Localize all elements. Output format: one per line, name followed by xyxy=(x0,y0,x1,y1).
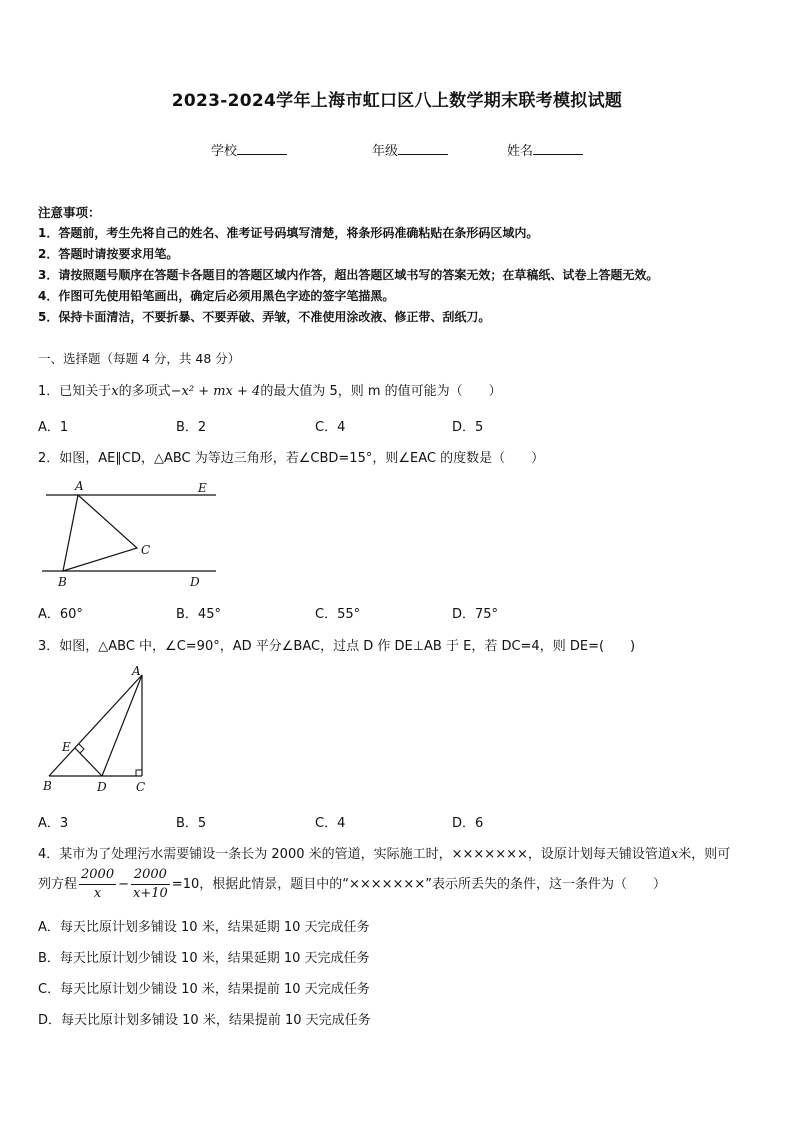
label-b: B xyxy=(58,575,67,589)
question-4-line-2 xyxy=(38,866,666,903)
q3-option-b: B．5 xyxy=(176,816,207,831)
note-item: 2．答题时请按要求用笔。 xyxy=(38,247,179,261)
triangle-abc xyxy=(63,495,137,571)
q2-option-c: C．55° xyxy=(315,607,361,622)
q2-figure xyxy=(38,476,228,594)
q4-option-d: D．每天比原计划多铺设 10 米，结果提前 10 天完成任务 xyxy=(38,1013,371,1028)
label-c: C xyxy=(141,543,151,557)
q3-option-a: A．3 xyxy=(38,816,69,831)
q2-option-a: A．60° xyxy=(38,607,83,622)
minus-sign: − xyxy=(118,877,130,892)
q4-equation-label: 列方程 xyxy=(38,877,78,892)
grade-blank xyxy=(398,142,448,155)
right-angle-e xyxy=(79,744,84,753)
label-e: E xyxy=(198,481,207,495)
q1-expression: −x² + mx + 4 xyxy=(170,384,261,399)
q1-option-d: D．5 xyxy=(452,420,484,435)
notes-heading: 注意事项： xyxy=(38,205,101,220)
segment-ad xyxy=(102,675,142,776)
label-b: B xyxy=(43,779,52,793)
label-d: D xyxy=(97,780,107,794)
note-item: 5．保持卡面清洁，不要折暴、不要弄破、弄皱，不准使用涂改液、修正带、刮纸刀。 xyxy=(38,310,491,324)
q4-text-c: ，根据此情景，题目中的“×××××××”表示所丢失的条件，这一条件为（ ） xyxy=(199,877,666,892)
q3-option-d: D．6 xyxy=(452,816,484,831)
grade-label: 年级 xyxy=(372,144,399,159)
question-3: 3．如图，△ABC 中，∠C=90°，AD 平分∠BAC，过点 D 作 DE⊥AB 于 E，若 DC=4，则 DE=( ) xyxy=(38,639,636,654)
name-field xyxy=(507,140,583,159)
q1-option-a: A．1 xyxy=(38,420,69,435)
q1-option-c: C．4 xyxy=(315,420,346,435)
label-e: E xyxy=(62,740,71,754)
note-item: 4．作图可先使用铅笔画出，确定后必须用黑色字迹的签字笔描黑。 xyxy=(38,289,395,303)
name-label: 姓名 xyxy=(507,144,534,159)
grade-field xyxy=(372,140,448,159)
side-ab xyxy=(49,675,142,776)
equals-ten: =10 xyxy=(171,877,200,892)
right-angle-c xyxy=(136,770,142,776)
exam-title: 2023-2024学年上海市虹口区八上数学期末联考模拟试题 xyxy=(171,91,623,111)
label-a: A xyxy=(132,664,141,678)
name-blank xyxy=(533,142,583,155)
q4-option-a: A．每天比原计划多铺设 10 米，结果延期 10 天完成任务 xyxy=(38,920,370,935)
q4-option-b: B．每天比原计划少铺设 10 米，结果延期 10 天完成任务 xyxy=(38,951,370,966)
q2-option-b: B．45° xyxy=(176,607,221,622)
q1-option-b: B．2 xyxy=(176,420,207,435)
q3-option-c: C．4 xyxy=(315,816,346,831)
q1-mid: 的多项式 xyxy=(118,384,171,399)
section-heading: 一、选择题（每题 4 分，共 48 分） xyxy=(38,351,241,366)
q4-text-a: 4．某市为了处理污水需要铺设一条长为 2000 米的管道，实际施工时，×××××××，设原计划每天铺设管道 xyxy=(38,847,671,862)
q1-suffix: 的最大值为 5，则 m 的值可能为（ ） xyxy=(260,384,502,399)
label-d: D xyxy=(190,575,200,589)
q4-variable: x xyxy=(670,847,679,862)
fraction-2: $\frac{2000}{x+10}$ xyxy=(133,867,168,901)
q1-prefix: 1．已知关于 xyxy=(38,384,112,399)
question-4-line-1 xyxy=(38,843,730,862)
segment-de xyxy=(75,748,102,776)
question-1 xyxy=(38,380,502,399)
note-item: 1．答题前，考生先将自己的姓名、准考证号码填写清楚，将条形码准确粘贴在条形码区域内。 xyxy=(38,226,539,240)
school-label: 学校 xyxy=(211,144,238,159)
question-2: 2．如图，AE∥CD，△ABC 为等边三角形，若∠CBD=15°，则∠EAC 的度数是（ ） xyxy=(38,451,545,466)
q2-option-d: D．75° xyxy=(452,607,499,622)
fraction-1: $\frac{2000}{x}$ xyxy=(81,867,115,901)
label-a: A xyxy=(75,479,84,493)
school-field xyxy=(211,140,287,159)
q1-variable: x xyxy=(111,384,119,399)
note-item: 3．请按照题号顺序在答题卡各题目的答题区域内作答，超出答题区域书写的答案无效；在草稿纸、试卷上答题无效。 xyxy=(38,268,659,282)
q4-option-c: C．每天比原计划少铺设 10 米，结果提前 10 天完成任务 xyxy=(38,982,370,997)
school-blank xyxy=(237,142,287,155)
q3-figure xyxy=(38,664,163,796)
label-c: C xyxy=(136,780,146,794)
q4-text-b: 米，则可 xyxy=(678,847,731,862)
